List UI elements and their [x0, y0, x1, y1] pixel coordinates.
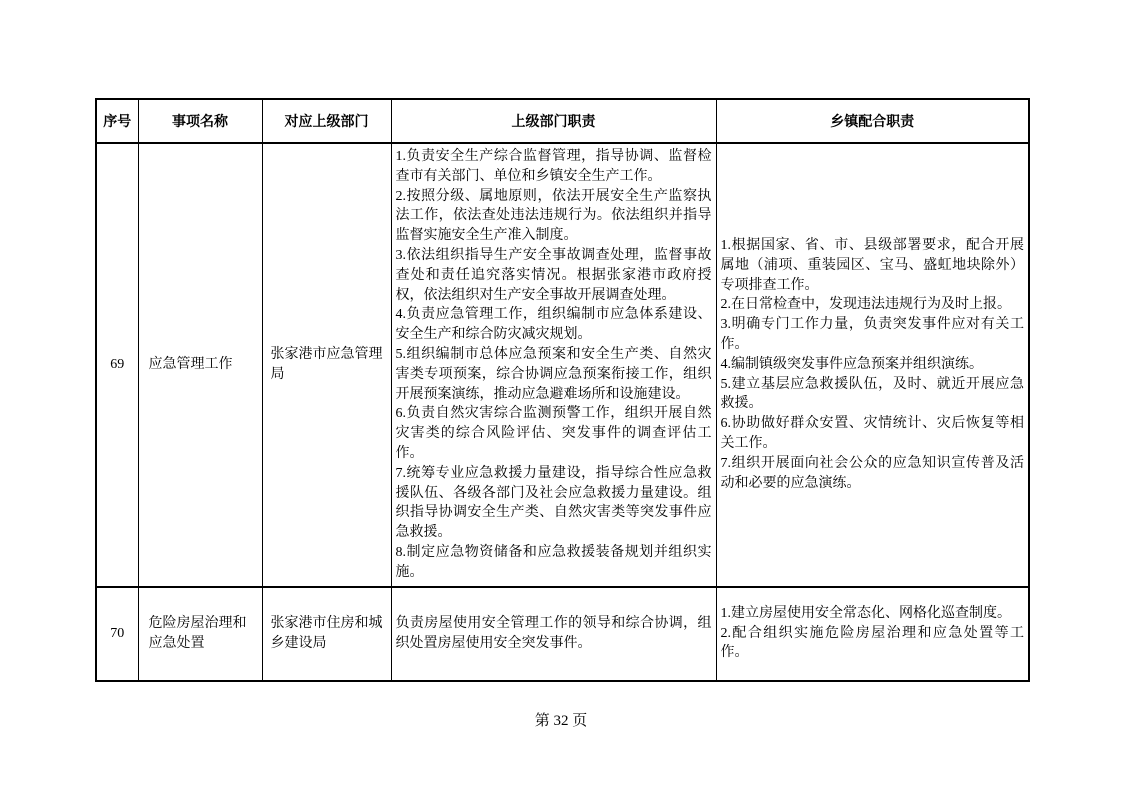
township-duty-item: 4.编制镇级突发事件应急预案并组织演练。	[720, 356, 983, 372]
cell-item-name: 危险房屋治理和应急处置	[138, 587, 262, 681]
cell-superior-duties	[391, 143, 716, 587]
township-duty-item: 6.协助做好群众安置、灾情统计、灾后恢复等相关工作。	[720, 416, 1024, 452]
superior-duty-item: 5.组织编制市总体应急预案和安全生产类、自然灾害类专项预案，综合协调应急预案衔接工作，组织开展预案演练，推动应急避难场所和设施建设。	[395, 346, 712, 402]
superior-duty-item: 3.依法组织指导生产安全事故调查处理，监督事故查处和责任追究落实情况。根据张家港市政府授权，依法组织对生产安全事故开展调查处理。	[395, 247, 712, 303]
township-duty-item: 7.组织开展面向社会公众的应急知识宣传普及活动和必要的应急演练。	[720, 455, 1024, 491]
cell-superior-department: 张家港市应急管理局	[262, 143, 391, 587]
superior-duty-item: 8.制定应急物资储备和应急救援装备规划并组织实施。	[395, 544, 712, 580]
superior-duty-item: 2.按照分级、属地原则，依法开展安全生产监察执法工作，依法查处违法违规行为。依法组织并指导监督实施安全生产准入制度。	[395, 188, 712, 244]
cell-superior-department: 张家港市住房和城乡建设局	[262, 587, 391, 681]
superior-duty-item: 负责房屋使用安全管理工作的领导和综合协调，组织处置房屋使用安全突发事件。	[395, 615, 712, 651]
cell-seq: 70	[96, 587, 138, 681]
page-number	[0, 709, 1122, 730]
col-header-seq: 序号	[96, 99, 138, 143]
col-header-item-name: 事项名称	[138, 99, 262, 143]
cell-item-name: 应急管理工作	[138, 143, 262, 587]
superior-duty-item: 1.负责安全生产综合监督管理，指导协调、监督检查市有关部门、单位和乡镇安全生产工作。	[395, 149, 712, 184]
table-row-69	[96, 143, 1029, 587]
township-duty-item: 5.建立基层应急救援队伍，及时、就近开展应急救援。	[720, 376, 1024, 412]
superior-duty-item: 6.负责自然灾害综合监测预警工作，组织开展自然灾害类的综合风险评估、突发事件的调查评估工作。	[395, 406, 712, 461]
cell-township-duties	[716, 587, 1029, 681]
duties-table	[95, 98, 1030, 682]
superior-duty-item: 4.负责应急管理工作，组织编制市应急体系建设、安全生产和综合防灾减灾规划。	[395, 307, 712, 343]
township-duty-item: 3.明确专门工作力量，负责突发事件应对有关工作。	[720, 317, 1024, 353]
township-duty-item: 1.根据国家、省、市、县级部署要求，配合开展属地（浦项、重装园区、宝马、盛虹地块除外）专项排查工作。	[720, 238, 1024, 293]
table-header-row	[96, 99, 1029, 143]
township-duty-item: 2.配合组织实施危险房屋治理和应急处置等工作。	[720, 625, 1024, 661]
township-duty-item: 2.在日常检查中，发现违法违规行为及时上报。	[720, 297, 1011, 313]
col-header-superior-department: 对应上级部门	[262, 99, 391, 143]
superior-duty-item: 7.统筹专业应急救援力量建设，指导综合性应急救援队伍、各级各部门及社会应急救援力量建设。组织指导协调安全生产类、自然灾害类等突发事件应急救援。	[395, 465, 712, 541]
col-header-superior-duties: 上级部门职责	[391, 99, 716, 143]
cell-township-duties	[716, 143, 1029, 587]
col-header-township-duties: 乡镇配合职责	[716, 99, 1029, 143]
cell-superior-duties	[391, 587, 716, 681]
cell-seq: 69	[96, 143, 138, 587]
township-duty-item: 1.建立房屋使用安全常态化、网格化巡查制度。	[720, 605, 1011, 621]
table-row-70	[96, 587, 1029, 681]
page-number-label: 第 32 页	[534, 713, 588, 729]
